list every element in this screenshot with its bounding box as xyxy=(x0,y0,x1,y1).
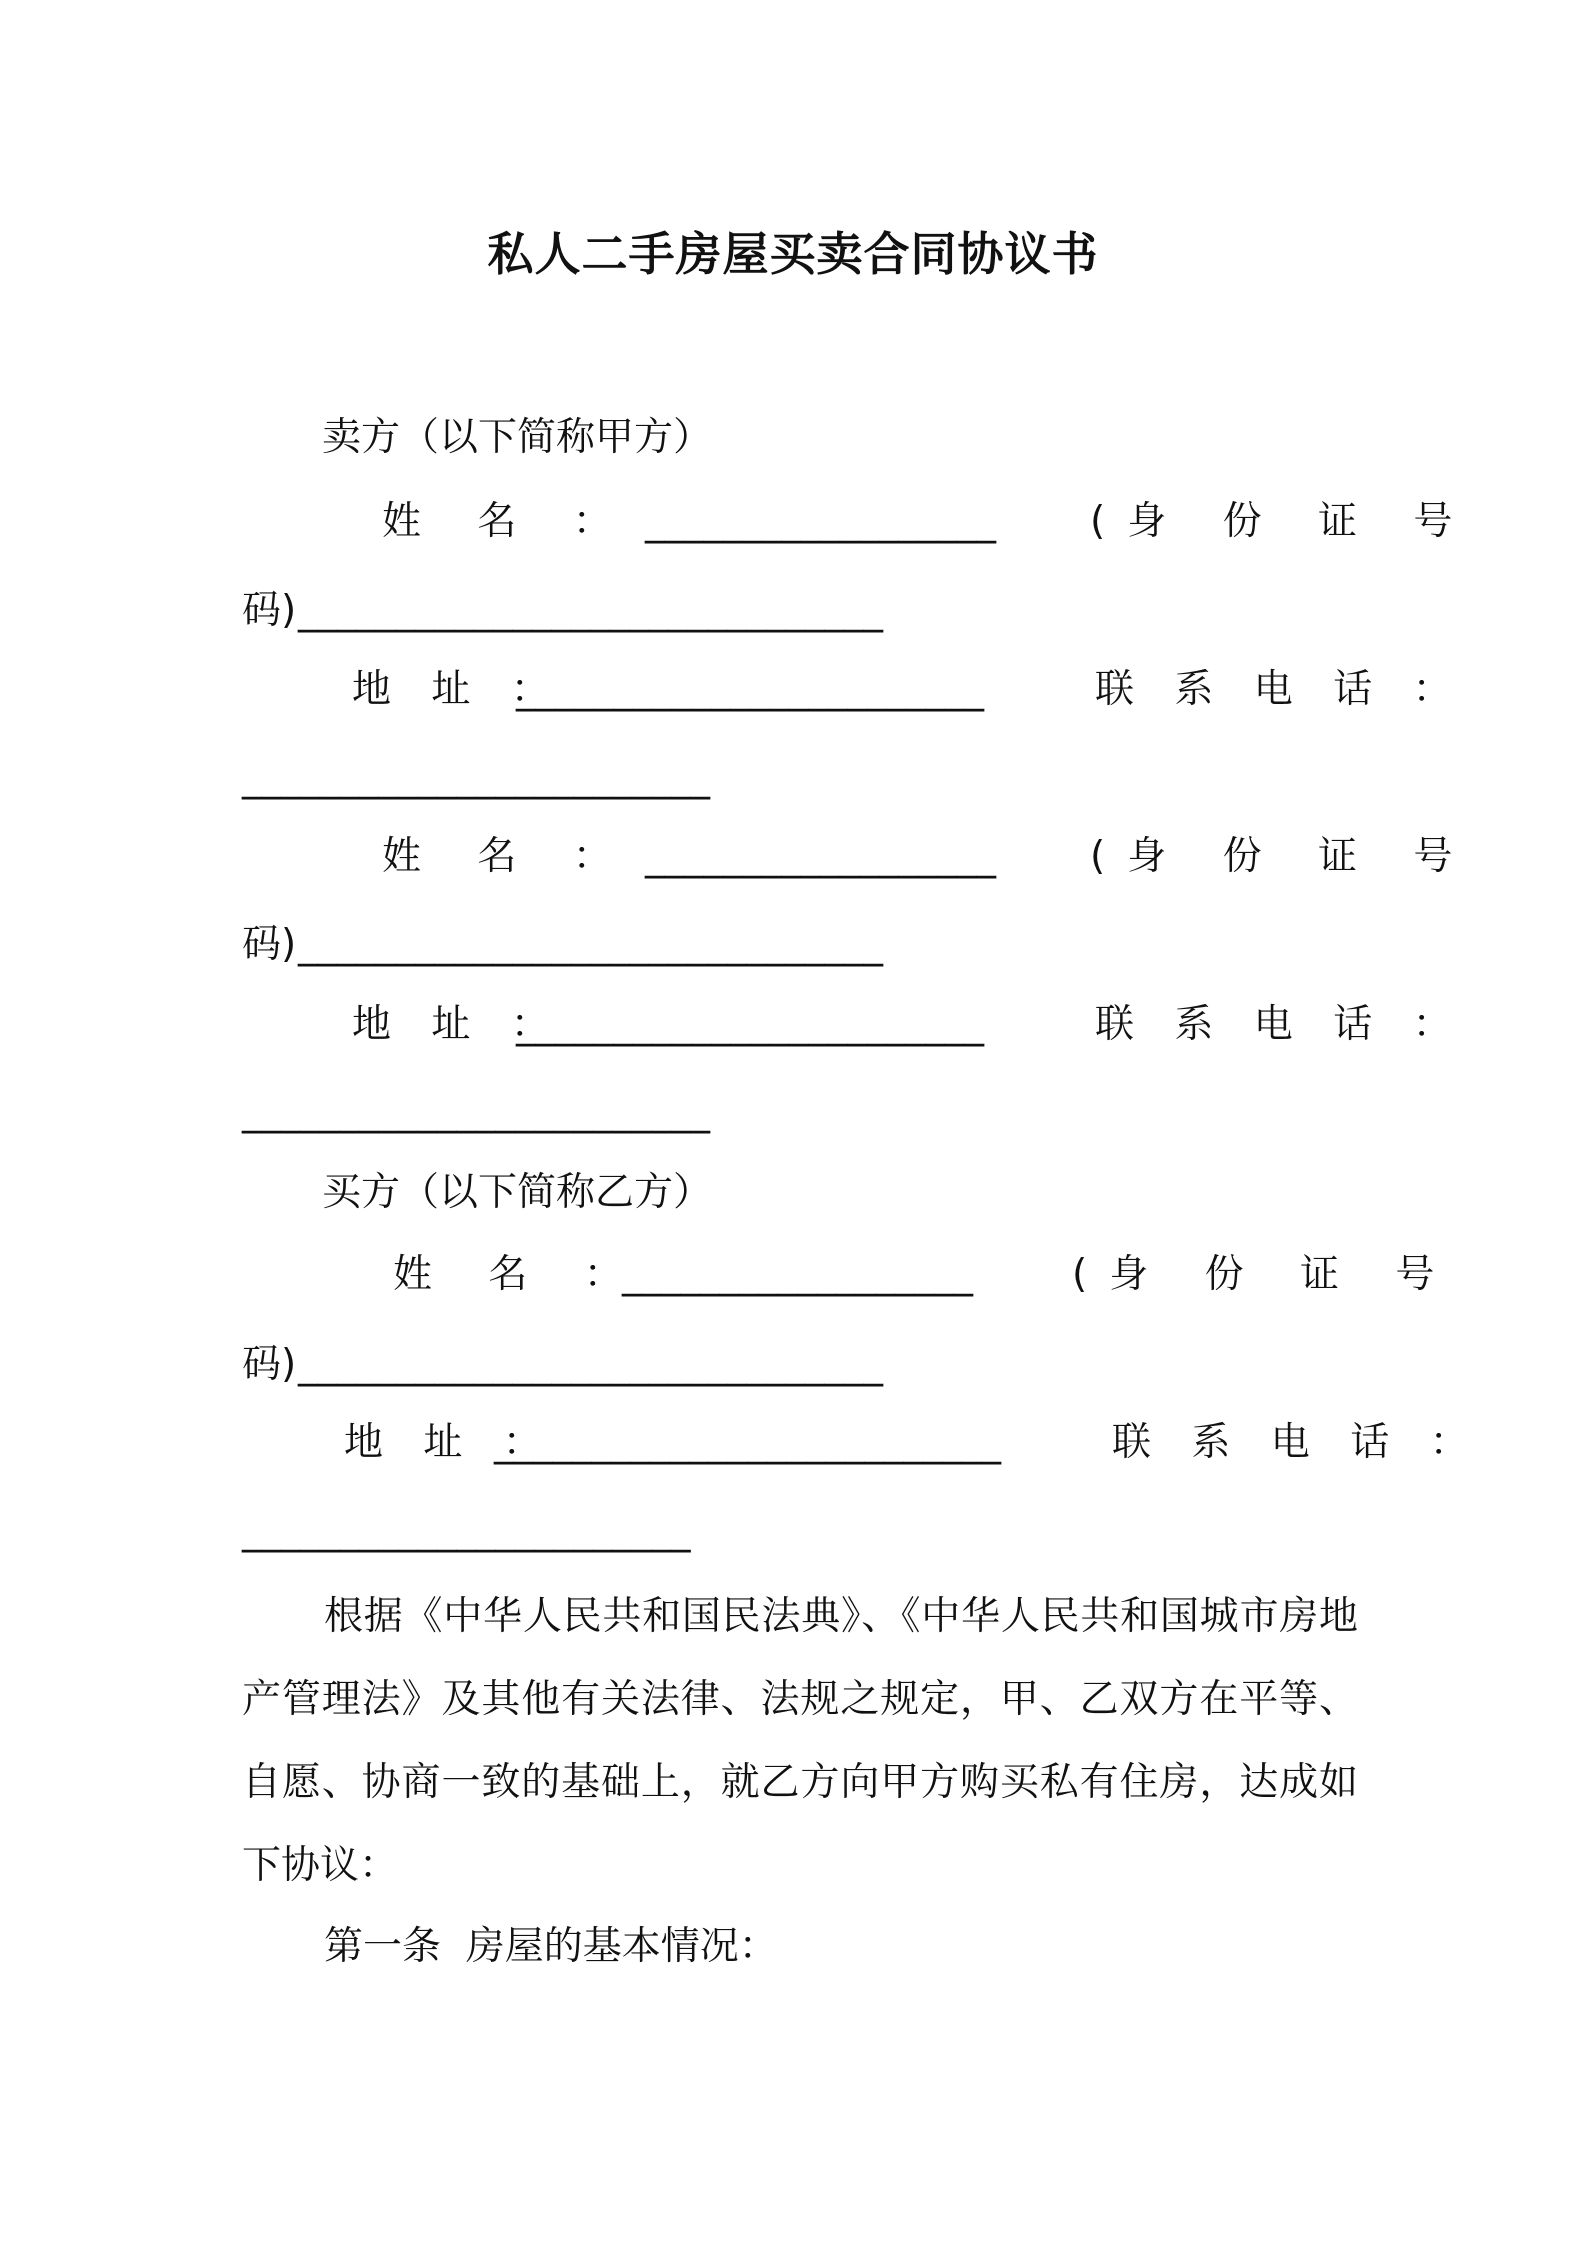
seller1-name-blank: __________________ xyxy=(645,499,996,544)
buyer-address-label: 地 址 ： xyxy=(344,1420,556,1465)
seller1-address-label: 地 址 ： xyxy=(352,667,564,712)
seller1-phone-label: 联 系 电 话 ： xyxy=(1095,667,1466,712)
seller2-name-label: 姓 名 ： xyxy=(382,834,634,879)
seller2-id-label-end: 码) xyxy=(242,922,297,967)
seller1-id-label: (身 份 证 号 xyxy=(1090,499,1475,544)
seller2-name-blank: __________________ xyxy=(645,834,996,879)
buyer-heading: 买方（以下简称乙方） xyxy=(322,1170,713,1215)
seller1-id-blank: ______________________________ xyxy=(298,588,883,633)
buyer-id-label: (身 份 证 号 xyxy=(1072,1252,1457,1297)
seller1-address-blank: ________________________ xyxy=(516,667,984,712)
seller2-address-blank: ________________________ xyxy=(516,1002,984,1047)
seller1-name-label: 姓 名 ： xyxy=(382,499,634,544)
seller1-phone-blank: ________________________ xyxy=(242,755,710,800)
seller2-phone-blank: ________________________ xyxy=(242,1089,710,1134)
intro-paragraph: 根据《中华人民共和国民法典》、《中华人民共和国城市房地产管理法》及其他有关法律、法规之规定，甲、乙双方在平等、自愿、协商一致的基础上，就乙方向甲方购买私有住房，达成如下协议： xyxy=(242,1594,1358,1888)
buyer-phone-label: 联 系 电 话 ： xyxy=(1112,1420,1483,1465)
buyer-name-label: 姓 名 ： xyxy=(393,1252,645,1297)
buyer-name-blank: __________________ xyxy=(622,1252,973,1297)
seller2-id-blank: ______________________________ xyxy=(298,922,883,967)
seller2-id-label: (身 份 证 号 xyxy=(1090,834,1475,879)
seller1-id-label-end: 码) xyxy=(242,588,297,633)
buyer-address-blank: __________________________ xyxy=(494,1420,1001,1465)
article-one-heading: 第一条 房屋的基本情况： xyxy=(324,1924,778,1969)
buyer-id-blank: ______________________________ xyxy=(298,1342,883,1387)
seller-heading: 卖方（以下简称甲方） xyxy=(322,415,713,460)
buyer-id-label-end: 码) xyxy=(242,1342,297,1387)
document-title: 私人二手房屋买卖合同协议书 xyxy=(487,227,1099,281)
buyer-phone-blank: _______________________ xyxy=(242,1508,691,1553)
seller2-address-label: 地 址 ： xyxy=(352,1002,564,1047)
seller2-phone-label: 联 系 电 话 ： xyxy=(1095,1002,1466,1047)
